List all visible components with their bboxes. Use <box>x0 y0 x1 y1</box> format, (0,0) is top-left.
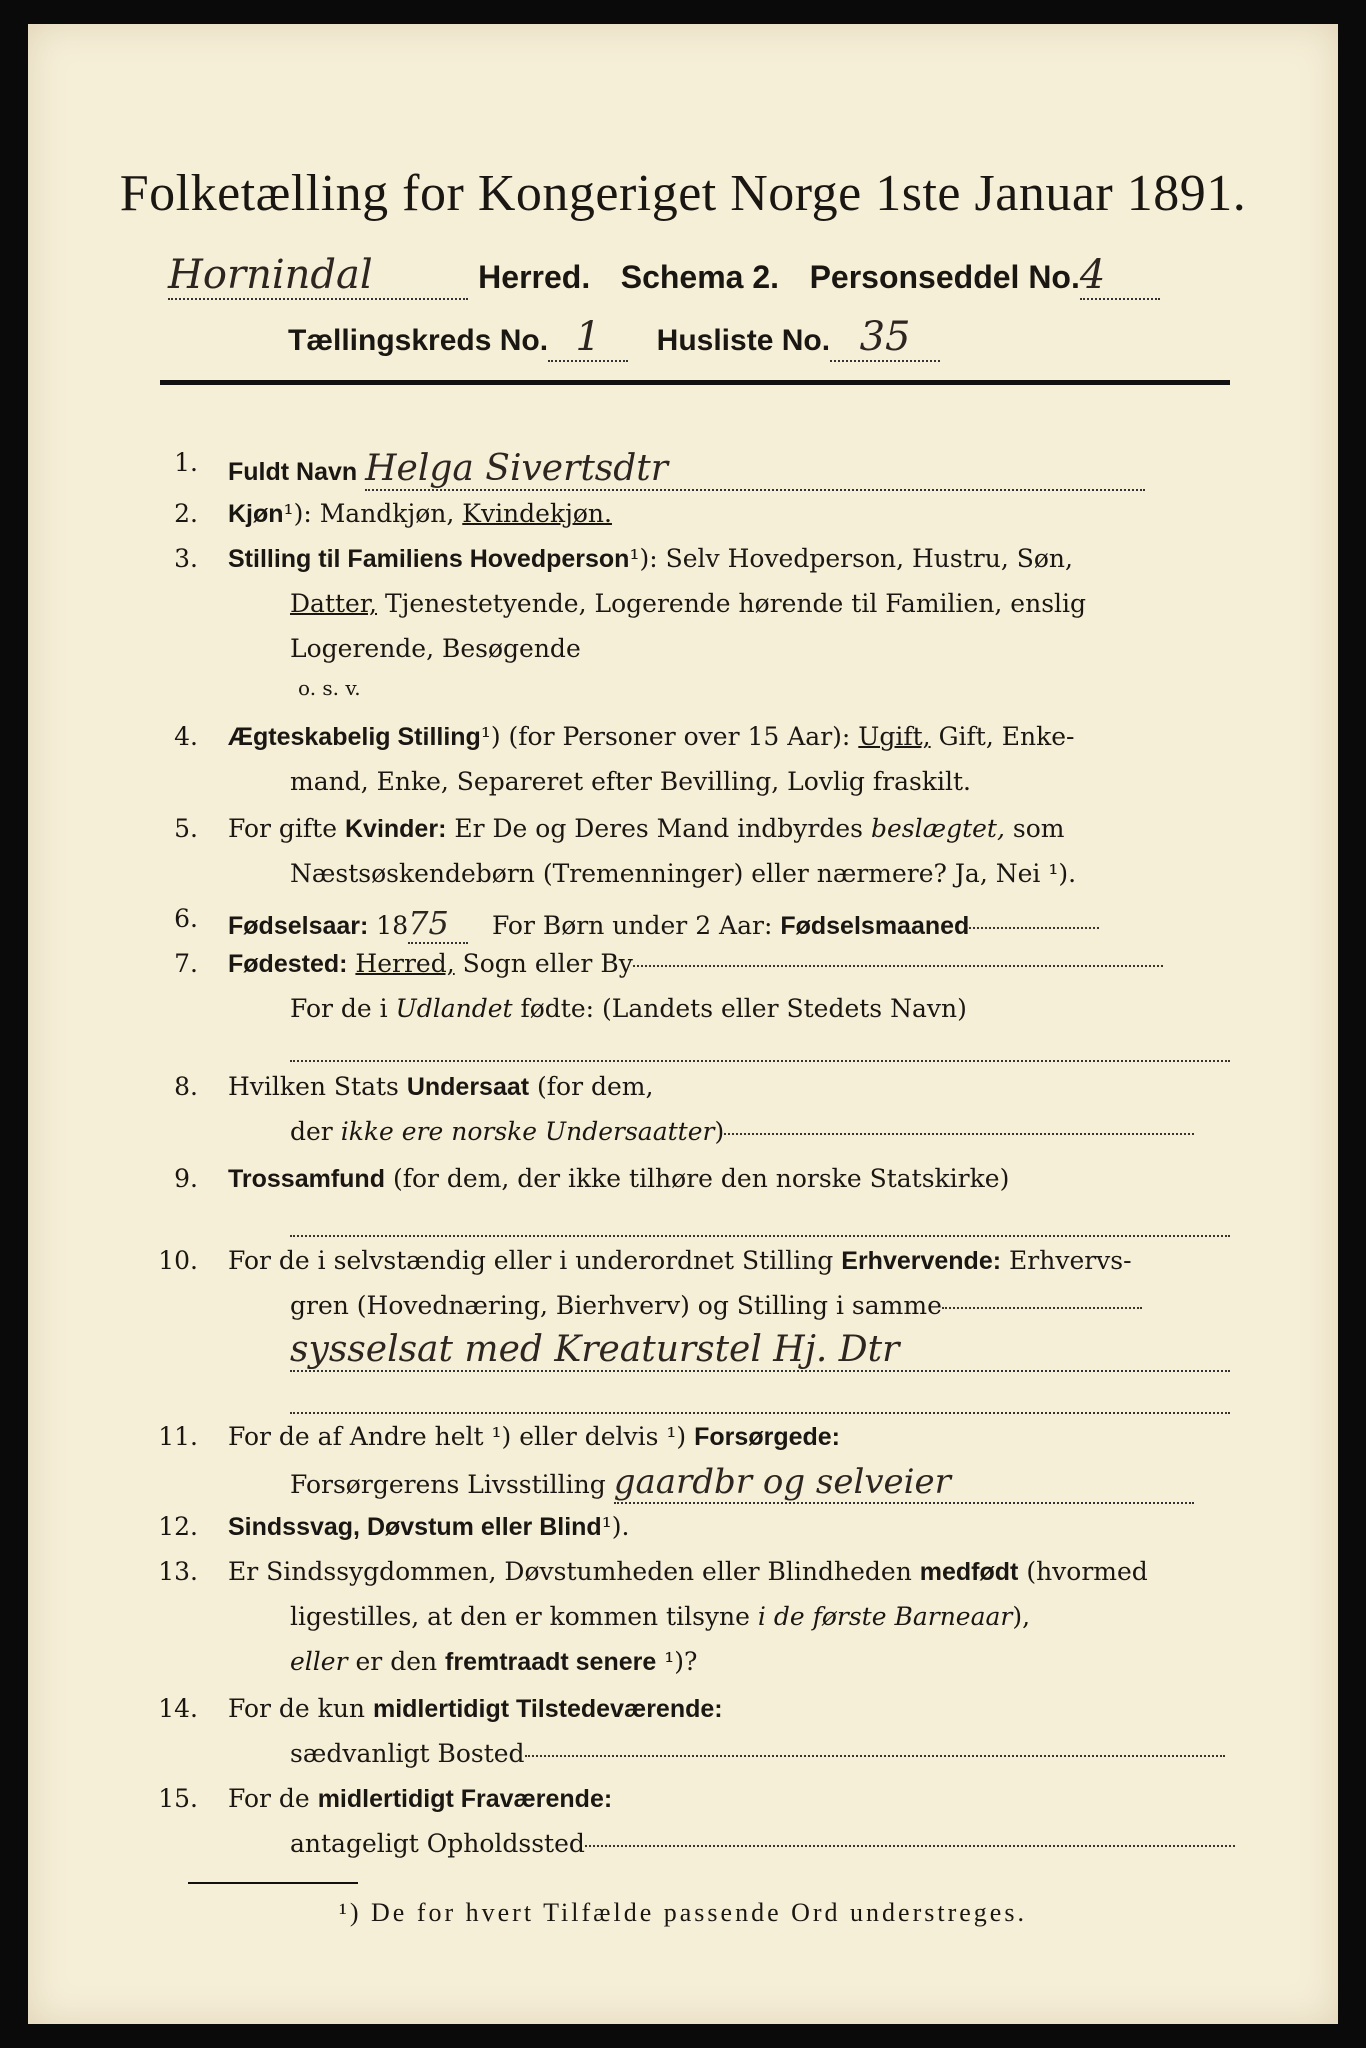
taellingskreds-label: Tællingskreds No. <box>288 324 549 357</box>
item-10-line-2 <box>290 1291 1338 1320</box>
item-3-line-3 <box>290 634 1338 663</box>
item-3-line-2 <box>290 589 1338 618</box>
item-label: midlertidigt Tilstedeværende: <box>372 1695 723 1723</box>
selected-option: Ugift, <box>858 722 931 751</box>
item-5-line-2 <box>290 859 1338 888</box>
form-title: Folketælling for Kongeriget Norge 1ste Januar 1891. <box>119 165 1247 222</box>
item-4-line-2 <box>290 767 1338 796</box>
personseddel-value: 4 <box>1080 252 1160 300</box>
item-label: Fødselsmaaned <box>780 912 970 940</box>
item-3-line-4 <box>298 676 1338 700</box>
item-text: mand, Enke, Separeret efter Bevilling, Lovlig fraskilt. <box>290 767 971 796</box>
item-text: For gifte <box>228 814 338 843</box>
item-text: sædvanligt Bosted <box>290 1739 525 1768</box>
header-line-2 <box>288 314 1338 362</box>
selected-option: Kvindekjøn. <box>462 499 612 528</box>
item-emphasis: ikke ere norske Undersaatter <box>340 1117 715 1146</box>
item-number: 7. <box>174 949 198 978</box>
item-10-line-3 <box>290 1329 1338 1372</box>
item-text: ¹) (for Personer over 15 Aar): <box>480 722 851 751</box>
item-text: der <box>290 1117 333 1146</box>
taellingskreds-value: 1 <box>548 314 628 362</box>
item-text: Hvilken Stats <box>228 1072 399 1101</box>
item-number: 5. <box>174 814 198 843</box>
item-label: Sindssvag, Døvstum eller Blind <box>228 1513 602 1541</box>
schema-label: Schema 2. <box>620 259 780 295</box>
item-text: For de i selvstændig eller i underordnet Stilling <box>228 1246 834 1275</box>
item-number: 15. <box>158 1784 198 1813</box>
item-text: ) <box>714 1117 725 1146</box>
item-label: Fuldt Navn <box>228 458 358 486</box>
item-label: Kjøn <box>228 500 284 528</box>
item-number: 13. <box>158 1557 198 1586</box>
husliste-value: 35 <box>830 314 940 362</box>
item-text: antageligt Opholdssted <box>290 1829 585 1858</box>
herred-value: Hornindal <box>168 252 468 300</box>
header-line-1 <box>168 252 1338 300</box>
item-13-line-3 <box>290 1647 1338 1677</box>
item-emphasis: Udlandet <box>395 994 513 1023</box>
item-text: Gift, Enke- <box>938 722 1075 751</box>
item-label: midlertidigt Fraværende: <box>317 1785 613 1813</box>
item-text: Erhvervs- <box>1009 1246 1132 1275</box>
item-7-line-3 <box>290 1044 1338 1073</box>
footnote-rule <box>188 1882 358 1884</box>
item-number: 1. <box>174 448 198 477</box>
item-text: Logerende, Besøgende <box>290 634 581 663</box>
herred-label: Herred. <box>478 259 591 295</box>
item-text: gren (Hovednæring, Bierhverv) og Stilling i samme <box>290 1291 942 1320</box>
item-emphasis: beslægtet, <box>870 814 1005 843</box>
item-number: 9. <box>174 1164 198 1193</box>
item-label: Fødested: <box>228 950 348 978</box>
footnote: ¹) De for hvert Tilfælde passende Ord understreges. <box>339 1898 1027 1927</box>
item-number: 14. <box>158 1694 198 1723</box>
item-text: For de kun <box>228 1694 366 1723</box>
provider-occupation-value: gaardbr og selveier <box>614 1462 1194 1504</box>
item-11-line-2 <box>290 1462 1338 1504</box>
occupation-value: sysselsat med Kreaturstel Hj. Dtr <box>290 1329 1230 1372</box>
item-label: fremtraadt senere <box>445 1648 657 1676</box>
item-text: For Børn under 2 Aar: <box>491 911 773 940</box>
item-emphasis: eller <box>290 1647 348 1676</box>
item-text: er den <box>355 1647 438 1676</box>
item-text: For de af Andre helt ¹) eller delvis ¹) <box>228 1422 687 1451</box>
birth-year-value: 75 <box>408 904 468 944</box>
item-text: ¹): Selv Hovedperson, Hustru, Søn, <box>629 544 1073 573</box>
item-number: 3. <box>174 544 198 573</box>
item-label: Stilling til Familiens Hovedperson <box>228 545 630 573</box>
item-label: Erhvervende: <box>841 1247 1002 1275</box>
item-text: ¹): Mandkjøn, <box>283 499 455 528</box>
item-text: ¹). <box>601 1512 630 1541</box>
item-text: For de i <box>290 994 388 1023</box>
item-number: 2. <box>174 499 198 528</box>
item-text: (for dem, <box>537 1072 654 1101</box>
census-form <box>28 24 1338 2024</box>
item-15-line-2 <box>290 1829 1338 1858</box>
husliste-label: Husliste No. <box>656 324 831 357</box>
item-text: Næstsøskendebørn (Tremenninger) eller nærmere? Ja, Nei ¹). <box>290 859 1077 888</box>
personseddel-label: Personseddel No. <box>809 259 1080 295</box>
item-number: 10. <box>158 1246 198 1275</box>
item-text: (hvormed <box>1026 1557 1148 1586</box>
item-text: ¹)? <box>664 1647 698 1676</box>
item-label: Fødselsaar: <box>228 912 369 940</box>
item-text: ligestilles, at den er kommen tilsyne <box>290 1602 750 1631</box>
item-text: Er Sindssygdommen, Døvstumheden eller Blindheden <box>228 1557 912 1586</box>
item-13-line-2 <box>290 1602 1338 1631</box>
item-text: Sogn eller By <box>462 949 633 978</box>
full-name-value: Helga Sivertsdtr <box>365 448 1145 491</box>
item-text: ), <box>1012 1602 1031 1631</box>
selected-option: Datter, <box>290 589 377 618</box>
item-8-line-2 <box>290 1117 1338 1146</box>
item-number: 6. <box>174 904 198 933</box>
year-prefix: 18 <box>376 911 409 940</box>
item-label: medfødt <box>919 1558 1019 1586</box>
item-number: 12. <box>158 1512 198 1541</box>
header-rule <box>160 380 1230 385</box>
item-text: Er De og Deres Mand indbyrdes <box>454 814 863 843</box>
selected-option: Herred, <box>355 949 455 978</box>
item-text: (for dem, der ikke tilhøre den norske Statskirke) <box>392 1164 1010 1193</box>
item-number: 4. <box>174 722 198 751</box>
item-7-line-2 <box>290 994 1338 1023</box>
item-label: Kvinder: <box>344 815 447 843</box>
item-text: som <box>1012 814 1065 843</box>
item-label: Trossamfund <box>228 1165 385 1193</box>
item-text: fødte: (Landets eller Stedets Navn) <box>520 994 967 1023</box>
item-14-line-2 <box>290 1739 1338 1768</box>
item-9-line-2 <box>290 1219 1338 1248</box>
item-text: Tjenestetyende, Logerende hørende til Familien, enslig <box>384 589 1087 618</box>
item-text: o. s. v. <box>298 676 361 700</box>
item-text: Forsørgerens Livsstilling <box>290 1470 606 1499</box>
item-emphasis: i de første Barneaar <box>757 1602 1013 1631</box>
item-10-line-4 <box>290 1396 1338 1425</box>
item-text: For de <box>228 1784 310 1813</box>
item-label: Forsørgede: <box>694 1423 840 1451</box>
item-label: Undersaat <box>406 1073 530 1101</box>
item-number: 8. <box>174 1072 198 1101</box>
item-number: 11. <box>158 1422 198 1451</box>
item-label: Ægteskabelig Stilling <box>228 723 481 751</box>
